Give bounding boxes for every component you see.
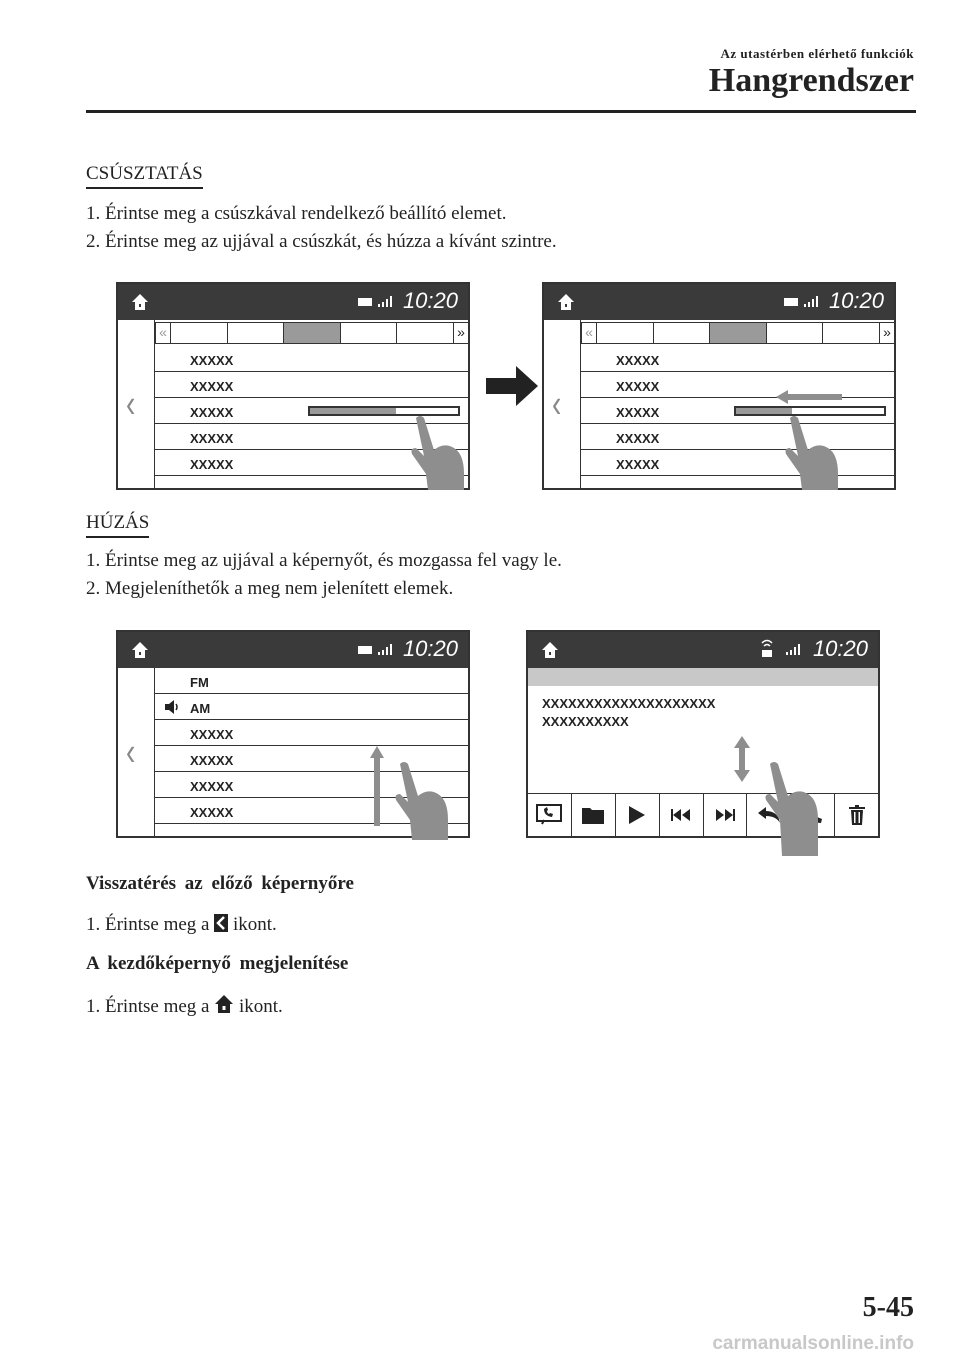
finger-icon xyxy=(782,414,842,490)
status-bar xyxy=(118,632,468,668)
list-item[interactable]: XXXXX xyxy=(581,346,894,372)
tab[interactable] xyxy=(596,322,654,344)
list-item[interactable]: XXXXX xyxy=(581,450,894,476)
list-item[interactable]: XXXXX xyxy=(155,372,468,398)
right-arrow-icon xyxy=(486,364,538,408)
message-line-1: XXXXXXXXXXXXXXXXXXXX xyxy=(542,696,716,711)
chapter-subtitle: Az utastérben elérhető funkciók xyxy=(720,46,914,61)
wifi-battery-icon xyxy=(760,638,774,660)
folder-icon xyxy=(582,806,604,824)
signal-icon xyxy=(378,643,394,655)
slider-screen-after xyxy=(542,282,896,490)
tab[interactable] xyxy=(340,322,398,344)
home-icon[interactable] xyxy=(130,640,150,660)
list-item-am[interactable]: AM xyxy=(155,694,468,720)
drag-step-1: 1. Érintse meg az ujjával a képernyőt, és mozgassa fel vagy le. xyxy=(86,550,562,571)
list-item[interactable]: XXXXX xyxy=(581,372,894,398)
tab[interactable] xyxy=(170,322,228,344)
chevron-double-right-icon[interactable]: » xyxy=(879,322,895,344)
next-icon xyxy=(715,809,735,821)
clock: 10:20 xyxy=(402,288,458,313)
list-item-slider[interactable]: XXXXX xyxy=(155,398,468,424)
home-section-step xyxy=(86,994,283,1018)
chevron-left-icon: ‹ xyxy=(126,729,136,773)
chevron-double-right-icon[interactable]: » xyxy=(453,322,469,344)
chapter-title: Hangrendszer xyxy=(708,62,914,99)
swipe-heading: CSÚSZTATÁS xyxy=(86,163,203,189)
list-item[interactable]: XXXXX xyxy=(581,424,894,450)
drag-step-2: 2. Megjeleníthetők a meg nem jelenített elemek. xyxy=(86,578,454,599)
tab[interactable] xyxy=(396,322,454,344)
finger-icon xyxy=(408,414,468,490)
folder-button[interactable] xyxy=(572,794,616,836)
home-icon[interactable] xyxy=(556,292,576,312)
list-item[interactable]: XXXXX xyxy=(155,772,468,798)
home-section-heading: A kezdőképernyő megjelenítése xyxy=(86,953,349,974)
play-icon xyxy=(629,806,645,824)
status-bar xyxy=(544,284,894,320)
list-item[interactable]: XXXXX xyxy=(155,450,468,476)
play-button[interactable] xyxy=(616,794,660,836)
home-icon[interactable] xyxy=(130,292,150,312)
clock: 10:20 xyxy=(402,636,458,661)
message-drag-screen xyxy=(526,630,880,838)
finger-icon xyxy=(762,760,822,856)
list-item-fm[interactable]: FM xyxy=(155,668,468,694)
battery-icon xyxy=(358,298,372,306)
slider-fill xyxy=(310,408,396,414)
status-bar xyxy=(118,284,468,320)
left-arrow-icon xyxy=(776,390,842,404)
up-down-arrow-icon xyxy=(734,736,750,782)
home-step-suffix: ikont. xyxy=(238,996,283,1017)
chevron-left-icon: ‹ xyxy=(552,381,562,425)
signal-icon xyxy=(786,643,802,655)
list-drag-screen xyxy=(116,630,470,838)
home-step-prefix: 1. Érintse meg a xyxy=(86,996,210,1017)
home-icon[interactable] xyxy=(540,640,560,660)
battery-icon xyxy=(784,298,798,306)
finger-icon xyxy=(386,760,472,840)
status-bar xyxy=(528,632,878,668)
back-section-step xyxy=(86,914,277,936)
back-step-prefix: 1. Érintse meg a xyxy=(86,914,210,935)
clock: 10:20 xyxy=(812,636,868,661)
message-toolbar xyxy=(528,793,878,836)
header-divider xyxy=(86,110,916,113)
page-number: 5-45 xyxy=(862,1292,914,1323)
message-call-button[interactable] xyxy=(528,794,572,836)
footer-watermark: carmanualsonline.info xyxy=(712,1333,914,1354)
previous-icon xyxy=(671,809,691,821)
back-button[interactable] xyxy=(118,320,155,488)
chevron-double-left-icon[interactable]: « xyxy=(155,322,171,344)
chevron-left-icon xyxy=(214,914,228,932)
home-icon xyxy=(214,994,234,1014)
battery-icon xyxy=(358,646,372,654)
message-line-2: XXXXXXXXXX xyxy=(542,714,629,729)
trash-icon xyxy=(849,805,865,825)
list-item[interactable]: XXXXX xyxy=(155,798,468,824)
chevron-double-left-icon[interactable]: « xyxy=(581,322,597,344)
back-section-heading: Visszatérés az előző képernyőre xyxy=(86,873,354,894)
list-item-slider[interactable]: XXXXX xyxy=(581,398,894,424)
speaker-icon xyxy=(165,700,181,714)
header-strip xyxy=(528,668,878,686)
list-item[interactable]: XXXXX xyxy=(155,424,468,450)
list-item[interactable]: XXXXX xyxy=(155,746,468,772)
signal-icon xyxy=(378,295,394,307)
tab[interactable] xyxy=(653,322,711,344)
back-step-suffix: ikont. xyxy=(232,914,277,935)
tab-selected[interactable] xyxy=(283,322,341,344)
tab[interactable] xyxy=(227,322,285,344)
back-button[interactable] xyxy=(118,668,155,836)
clock: 10:20 xyxy=(828,288,884,313)
tab[interactable] xyxy=(822,322,880,344)
list-item[interactable]: XXXXX xyxy=(155,346,468,372)
chevron-left-icon: ‹ xyxy=(126,381,136,425)
signal-icon xyxy=(804,295,820,307)
tab[interactable] xyxy=(766,322,824,344)
swipe-step-1: 1. Érintse meg a csúszkával rendelkező beállító elemet. xyxy=(86,203,507,224)
message-phone-icon xyxy=(536,804,562,826)
tab-bar xyxy=(155,322,468,344)
previous-button[interactable] xyxy=(660,794,704,836)
tab-selected[interactable] xyxy=(709,322,767,344)
slider-screen-before xyxy=(116,282,470,490)
drag-heading: HÚZÁS xyxy=(86,512,149,538)
next-button[interactable] xyxy=(704,794,748,836)
delete-button[interactable] xyxy=(835,794,878,836)
tab-bar xyxy=(581,322,894,344)
back-button[interactable] xyxy=(544,320,581,488)
swipe-step-2: 2. Érintse meg az ujjával a csúszkát, és húzza a kívánt szintre. xyxy=(86,231,557,252)
list-item[interactable]: XXXXX xyxy=(155,720,468,746)
up-arrow-icon xyxy=(370,746,384,826)
